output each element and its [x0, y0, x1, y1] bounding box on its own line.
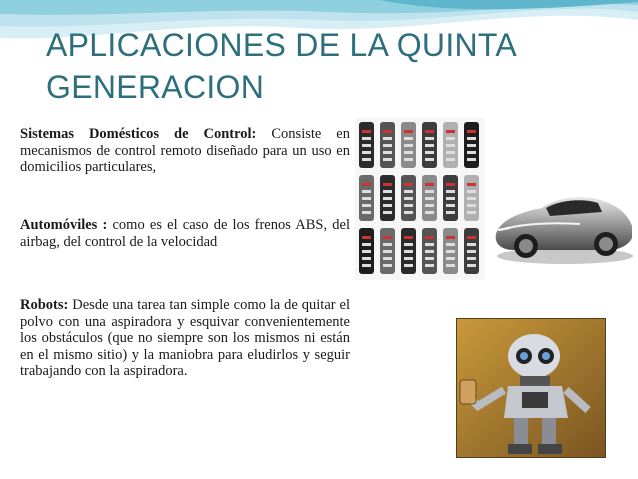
concept-car-image [490, 172, 636, 268]
section-heading: Sistemas Domésticos de Control: [20, 126, 257, 142]
slide-title-line-2: GENERACION [46, 69, 265, 105]
slide-title [46, 24, 606, 108]
remote-controls-image [355, 118, 485, 280]
robot-image [456, 318, 606, 458]
section-body: Desde una tarea tan simple como la de quitar el polvo con una aspiradora y esquivar convenientemente los obstáculos (que no siempre son los mismos ni están en el mismo sitio) y la maniobra para eludirlos y seguir trabajando con la aspiradora. [20, 297, 350, 379]
section-heading: Robots: [20, 297, 69, 313]
slide-title-line-1: APLICACIONES DE LA QUINTA [46, 27, 518, 63]
section-automobiles [20, 217, 350, 250]
section-robots [20, 297, 350, 380]
section-domestic-control [20, 126, 350, 176]
section-body: como es el caso de los frenos ABS, del airbag, del control de la velocidad [20, 217, 350, 250]
section-body: Consiste en mecanismos de control remoto diseñado para un uso en domicilios particulares, [20, 126, 350, 175]
section-heading: Automóviles : [20, 217, 108, 233]
